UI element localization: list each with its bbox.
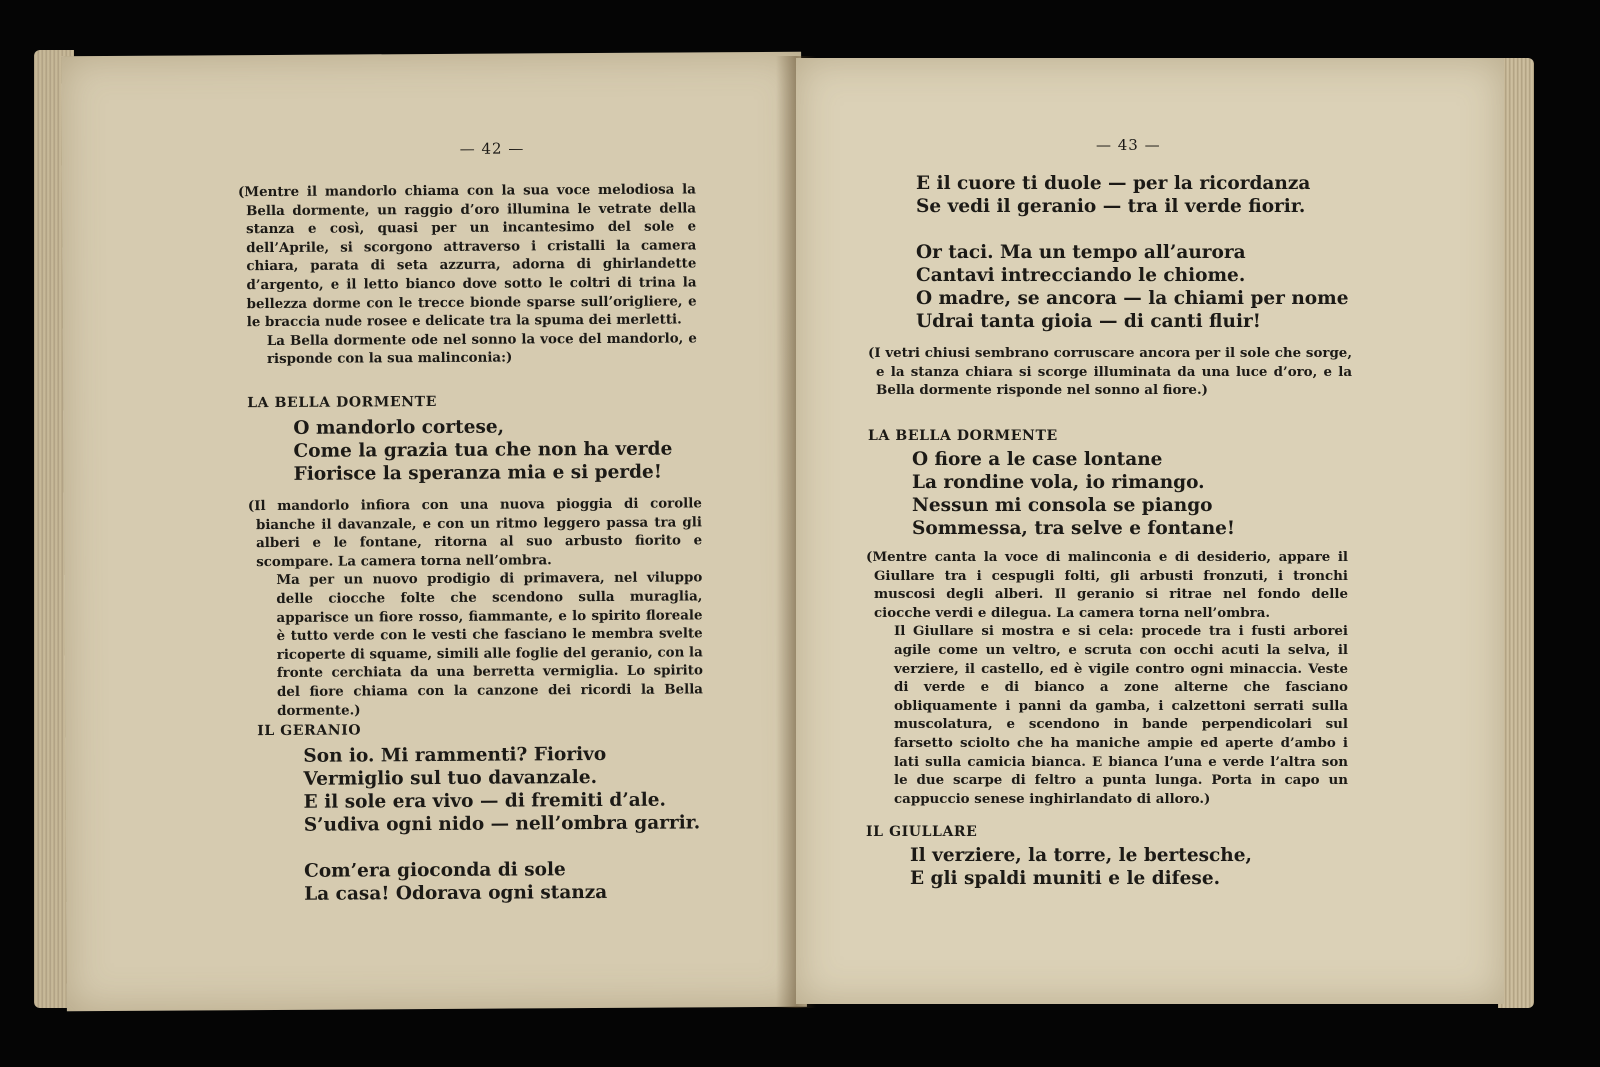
verse-line: Vermiglio sul tuo davanzale. (303, 767, 598, 790)
verse-line: Or taci. Ma un tempo all’aurora (916, 242, 1246, 263)
verse-block (912, 448, 1235, 540)
left-page (61, 52, 807, 1012)
verse-line: Son io. Mi rammenti? Fiorivo (303, 743, 607, 767)
verse-line: S’udiva ogni nido — nell’ombra garrir. (303, 812, 701, 836)
right-page (796, 58, 1504, 1004)
stage-paragraph: Il Giullare si mostra e si cela: procede tra i fusti arborei agile come un veltro, e scruta con occhi acuti la selva, il verziere, il castello, ed è vigile contro ogni minaccia. Veste di verde e di bianco a zone alterne che fasciano obliquamente i panni da gamba, i calzettoni serrati sulla muscolatura, e scendono in bande perpendicolari sul farsetto sciolto che ha maniche ampie ed aperte d’ambo i lati sulla camicia bianca. E bianca l’una e verde l’altra son le due scarpe di feltro a punta lunga. Porta in capo un cappuccio senese inghirlandato di alloro.) (894, 623, 1348, 807)
verse-line: O madre, se ancora — la chiami per nome (916, 288, 1349, 309)
verse-line: Se vedi il geranio — tra il verde fiorir. (916, 196, 1306, 217)
verse-block (303, 742, 700, 905)
speaker-name: IL GIULLARE (866, 824, 978, 840)
verse-line: La casa! Odorava ogni stanza (304, 881, 608, 905)
speaker-name: IL GERANIO (257, 722, 362, 740)
verse-line: Cantavi intrecciando le chiome. (916, 265, 1246, 286)
verse-line: O mandorlo cortese, (293, 416, 505, 439)
stage-paragraph: (Mentre il mandorlo chiama con la sua voce melodiosa la Bella dormente, un raggio d’oro illumina le vetrate della stanza e così, quasi per un incantesimo del sole e dell’Aprile, si scorgono attraverso i cristalli la camera chiara, parata di seta azzurra, adorna di ghirlandette d’argento, e il letto bianco dove sotto le coltri di trina la bellezza dorme con le trecce bionde sparse sull’origliere, e le braccia nude rosee e delicate tra la spuma dei merletti. (237, 181, 697, 331)
open-book (34, 44, 1534, 1016)
stage-paragraph: (I vetri chiusi sembrano corruscare ancora per il sole che sorge, e la stanza chiara si scorge illuminata da una luce d’oro, e la Bella dormente risponde nel sonno al fiore.) (868, 345, 1352, 399)
verse-line: Nessun mi consola se piango (912, 495, 1213, 516)
stage-paragraph: Ma per un nuovo prodigio di primavera, nel viluppo delle ciocche folte che scendono sulla muraglia, apparisce un fiore rosso, fiammante, e lo spirito floreale è tutto verde con le vesti che fasciano le membra svelte ricoperte di squame, simili alle foglie del geranio, con la fronte cerchiata da una berretta vermiglia. Lo spirito del fiore chiama con la canzone dei ricordi la Bella dormente.) (276, 569, 704, 719)
stage-direction (247, 494, 704, 720)
stage-paragraph: (Mentre canta la voce di malinconia e di desiderio, appare il Giullare tra i cespugli folti, gli arbusti fronzuti, i tronchi muscosi degli alberi. Il geranio si ritrae nel fondo delle ciocche verdi e dilegua. La camera torna nell’ombra. (866, 549, 1348, 621)
stage-direction (237, 180, 697, 369)
speaker-name: LA BELLA DORMENTE (868, 428, 1058, 444)
stage-paragraph: La Bella dormente ode nel sonno la voce del mandorlo, e risponde con la sua malinconia:) (266, 330, 697, 368)
verse-line: Il verziere, la torre, le bertesche, (910, 845, 1252, 866)
verse-line: La rondine vola, io rimango. (912, 472, 1205, 493)
verse-block (910, 844, 1252, 890)
verse-line: Come la grazia tua che non ha verde (293, 438, 673, 462)
stage-direction (866, 548, 1348, 808)
verse-line: Udrai tanta gioia — di canti fluir! (916, 311, 1261, 332)
verse-line: E il sole era vivo — di fremiti d’ale. (303, 789, 667, 813)
speaker-name: LA BELLA DORMENTE (247, 393, 437, 412)
verse-line: Sommessa, tra selve e fontane! (912, 518, 1236, 539)
stage-paragraph: (Il mandorlo infiora con una nuova pioggia di corolle bianche il davanzale, e con un ritmo leggero passa tra gli alberi e le fontane, ritorna al suo arbusto fiorito e scompare. La camera torna nell’ombra. (247, 495, 703, 570)
verse-block (293, 415, 672, 486)
page-number: — 43 — (1096, 136, 1161, 154)
page-number: — 42 — (459, 139, 525, 158)
verse-line: Com’era gioconda di sole (304, 859, 566, 882)
verse-line: O fiore a le case lontane (912, 449, 1163, 470)
verse-block (916, 172, 1349, 333)
verse-line: E gli spaldi muniti e le difese. (910, 868, 1221, 889)
verse-line: Fiorisce la speranza mia e si perde! (293, 461, 662, 485)
verse-line: E il cuore ti duole — per la ricordanza (916, 173, 1311, 194)
stage-direction (868, 344, 1352, 400)
